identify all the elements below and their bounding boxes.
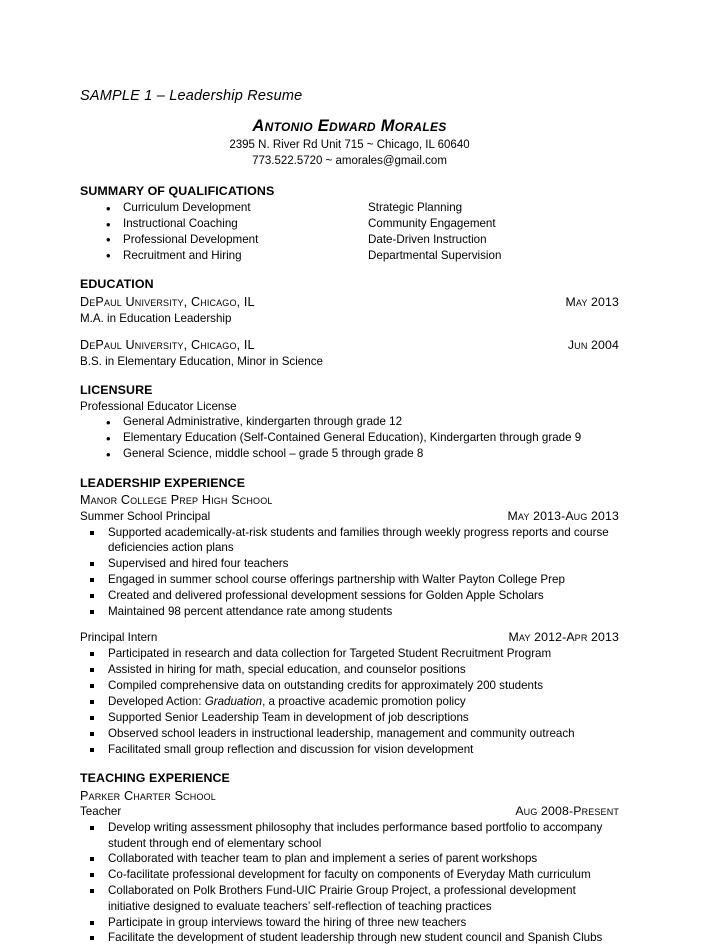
education-institution: DePaul University, Chicago, IL [80,294,255,309]
leadership-employer: Manor College Prep High School [80,493,273,508]
list-item: Created and delivered professional development sessions for Golden Apple Scholars [80,588,619,603]
education-degree: M.A. in Education Leadership [80,311,232,325]
list-item: Participate in group interviews toward the hiring of three new teachers [80,915,619,930]
section-heading-leadership: LEADERSHIP EXPERIENCE [80,475,246,490]
education-date: May 2013 [565,294,619,309]
teaching-position-header [80,804,619,820]
list-item: • Curriculum Development [80,200,619,215]
list-item: • Recruitment and Hiring [80,248,619,263]
candidate-name: Antonio Edward Morales [252,117,447,136]
bullet-text-prefix: Developed Action: [108,695,205,709]
list-item: Strategic Planning [368,201,463,215]
licensure-subtitle: Professional Educator License [80,400,237,414]
leadership-position-header [80,630,619,646]
list-item: • Instructional Coaching [80,216,619,231]
teaching-employer: Parker Charter School [80,788,216,803]
education-institution: DePaul University, Chicago, IL [80,337,255,352]
list-item: Date-Driven Instruction [368,232,487,246]
summary-right-list [368,200,628,264]
position-title: Principal Intern [80,631,158,645]
candidate-address: 2395 N. River Rd Unit 715 ~ Chicago, IL 60640 [229,139,470,152]
list-item: Departmental Supervision [368,248,502,262]
candidate-contact: 773.522.5720 ~ amorales@gmail.com [252,155,447,168]
list-item: Develop writing assessment philosophy that includes performance based portfolio to accompany student through end of elementary school [80,820,619,851]
list-item: • Elementary Education (Self-Contained General Education), Kindergarten through grade 9 [80,430,619,445]
position-title: Teacher [80,805,122,819]
education-entry-header [80,337,619,354]
bullet-text-suffix: , a proactive academic promotion policy [262,695,466,709]
list-item: Assisted in hiring for math, special education, and counselor positions [80,662,619,677]
section-heading-teaching: TEACHING EXPERIENCE [80,771,230,786]
position-date: Aug 2008-Present [515,804,619,819]
italic-program-name: Graduation [204,695,263,709]
list-item: Compiled comprehensive data on outstanding credits for approximately 200 students [80,678,619,693]
document-sample-title: SAMPLE 1 – Leadership Resume [80,88,303,104]
position-title: Summer School Principal [80,509,211,523]
list-item: • Professional Development [80,232,619,247]
leadership-bullets [80,525,619,619]
education-date: Jun 2004 [567,337,619,352]
leadership-bullets [80,646,619,757]
education-degree: B.S. in Elementary Education, Minor in Science [80,354,323,368]
list-item: Engaged in summer school course offerings partnership with Walter Payton College Prep [80,572,619,587]
position-date: May 2012-Apr 2013 [508,630,619,645]
list-item [80,694,619,709]
teaching-bullets [80,820,619,946]
list-item: • General Administrative, kindergarten through grade 12 [80,414,619,429]
list-item: Supported Senior Leadership Team in development of job descriptions [80,710,619,725]
list-item: Facilitate the development of student leadership through new student council and Spanish Clubs [80,930,619,945]
list-item: Supported academically-at-risk students and families through weekly progress reports and course deficiencies action plans [80,525,619,556]
list-item: Maintained 98 percent attendance rate among students [80,604,619,619]
position-date: May 2013-Aug 2013 [507,508,619,523]
spacer [80,619,619,630]
list-item: Facilitated small group reflection and discussion for vision development [80,742,619,757]
list-item: Supervised and hired four teachers [80,556,619,571]
spacer [80,326,619,337]
list-item: Collaborated on Polk Brothers Fund-UIC Prairie Group Project, a professional development initiative designed to evaluate teachers’ self-reflection of teaching practices [80,883,619,914]
resume-header [80,116,619,169]
list-item: Collaborated with teacher team to plan and implement a series of parent workshops [80,851,619,866]
list-item: Observed school leaders in instructional leadership, management and community outreach [80,726,619,741]
section-heading-summary: SUMMARY OF QUALIFICATIONS [80,183,275,198]
leadership-position-header [80,509,619,525]
list-item: • General Science, middle school – grade 5 through grade 8 [80,446,619,461]
list-item: Participated in research and data collection for Targeted Student Recruitment Program [80,646,619,661]
summary-qualifications-columns [80,200,619,263]
section-heading-licensure: LICENSURE [80,382,153,397]
education-entry-header [80,294,619,311]
licensure-list [80,414,619,461]
section-heading-education: EDUCATION [80,277,154,292]
list-item: Co-facilitate professional development for faculty on components of Everyday Math curriculum [80,867,619,882]
list-item: Community Engagement [368,217,496,231]
